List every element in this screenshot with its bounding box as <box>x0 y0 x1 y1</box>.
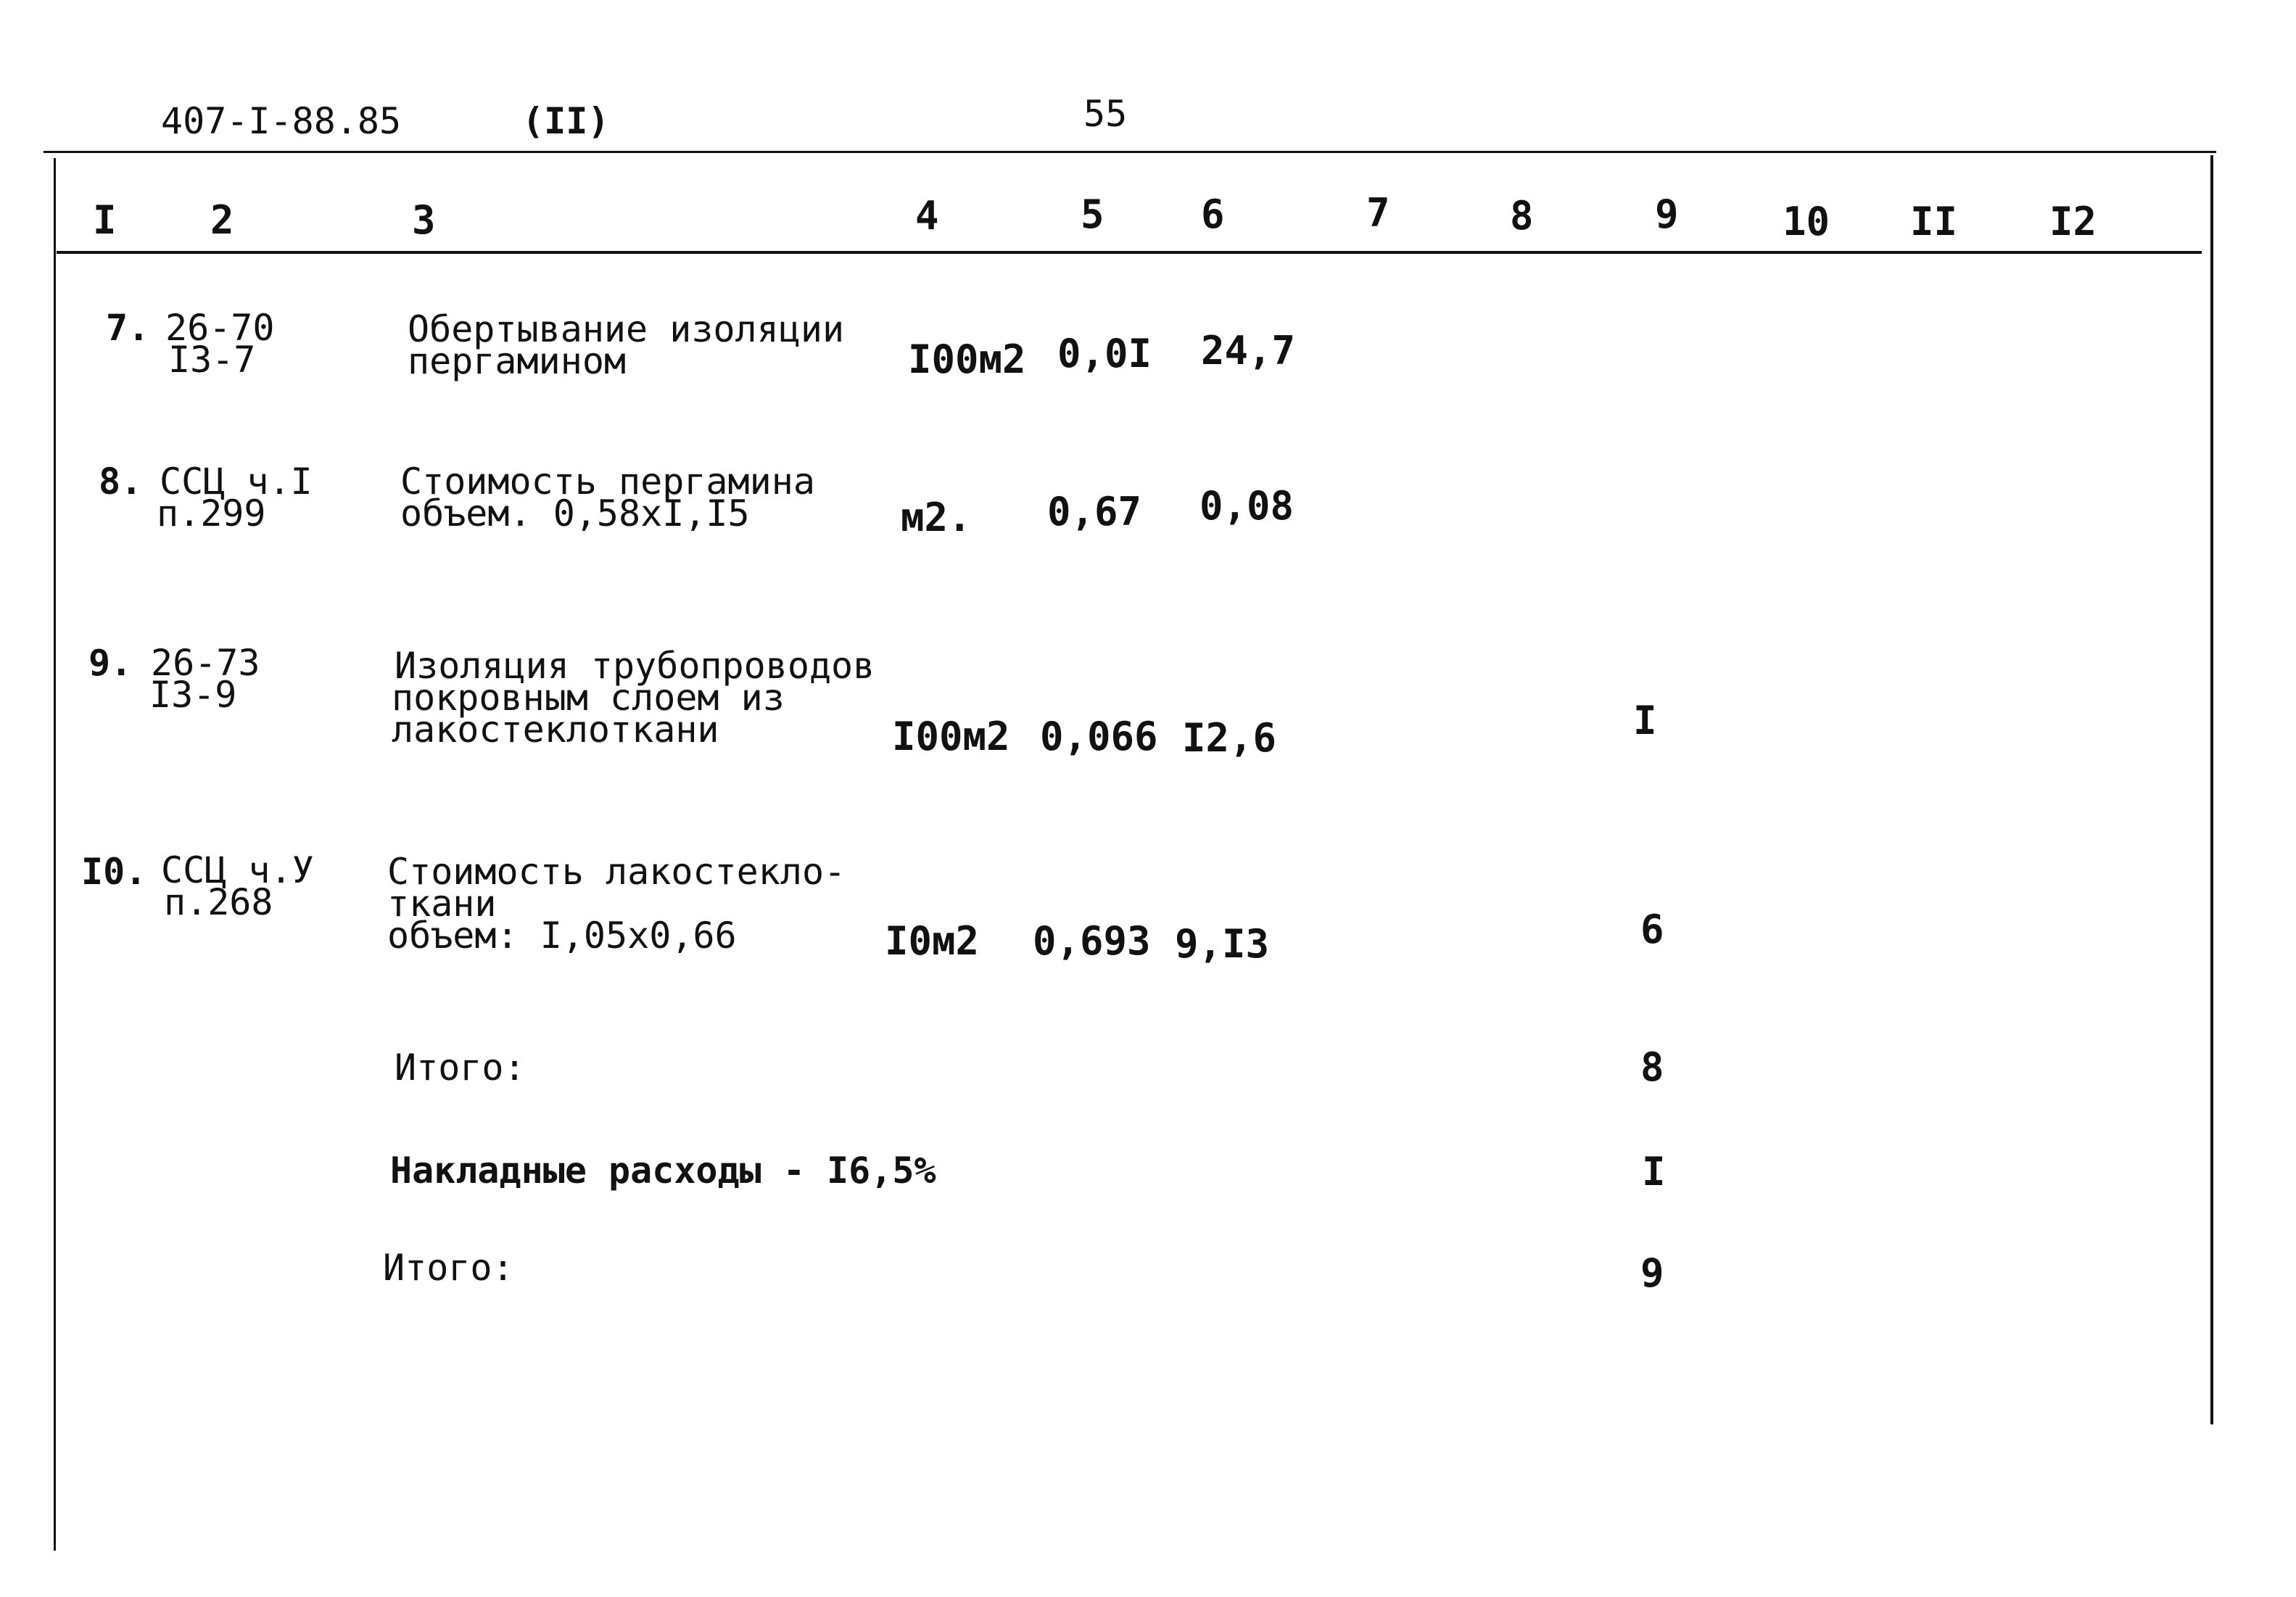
column-number-8: 8 <box>1510 193 1534 239</box>
table-row-index: 7. <box>106 307 150 349</box>
table-row-code: I3-7 <box>168 339 256 381</box>
table-row-code: I3-9 <box>149 674 237 716</box>
table-row-description: пергамином <box>408 340 627 382</box>
summary-value: I <box>1642 1149 1666 1194</box>
summary-label: Итого: <box>395 1047 526 1089</box>
column-number-11: II <box>1910 199 1958 244</box>
table-row-col9: 6 <box>1640 907 1664 952</box>
table-row-description: объем. 0,58хI,I5 <box>400 492 750 535</box>
table-row-code: 26-73 <box>151 642 260 684</box>
table-row-index: 8. <box>99 461 143 503</box>
table-row-unit: I00м2 <box>908 337 1026 382</box>
table-row-code: п.299 <box>157 492 266 535</box>
table-row-description: покровным слоем из <box>392 677 785 719</box>
table-row-description: Стоимость лакостекло- <box>387 851 846 893</box>
table-row-price: 9,I3 <box>1175 921 1270 967</box>
header-rule <box>44 151 2216 153</box>
table-left-border <box>54 158 56 1551</box>
column-number-6: 6 <box>1201 191 1225 237</box>
document-part: (II) <box>522 100 610 142</box>
document-code: 407-I-88.85 <box>161 100 402 142</box>
table-row-description: лакостеклоткани <box>392 709 719 751</box>
table-row-code: ССЦ ч.I <box>160 461 313 503</box>
table-row-price: I2,6 <box>1182 715 1277 761</box>
table-row-price: 0,08 <box>1199 483 1294 529</box>
table-row-quantity: 0,67 <box>1047 489 1142 535</box>
table-row-description: ткани <box>387 883 497 925</box>
table-row-code: ССЦ ч.У <box>161 849 314 891</box>
table-row-index: I0. <box>81 851 147 893</box>
table-row-description: Стоимость пергамина <box>400 461 815 503</box>
column-number-9: 9 <box>1655 191 1679 237</box>
table-row-code: 26-70 <box>165 307 275 349</box>
table-row-unit: м2. <box>901 495 972 540</box>
page-number: 55 <box>1083 93 1128 135</box>
table-row-col9: I <box>1633 698 1657 743</box>
table-row-quantity: 0,066 <box>1040 714 1158 759</box>
summary-label: Итого: <box>383 1247 514 1289</box>
column-number-2: 2 <box>210 197 234 243</box>
table-row-description: объем: I,05х0,66 <box>387 915 737 957</box>
table-row-description: Изоляция трубопроводов <box>395 645 875 687</box>
table-row-description: Обертывание изоляции <box>408 308 845 350</box>
column-number-5: 5 <box>1081 191 1104 237</box>
column-number-1: I <box>93 197 117 243</box>
column-number-4: 4 <box>915 193 939 239</box>
table-row-index: 9. <box>88 642 133 684</box>
summary-label: Накладные расходы - I6,5% <box>390 1150 936 1192</box>
table-row-code: п.268 <box>164 881 273 923</box>
column-number-10: 10 <box>1783 199 1830 244</box>
column-number-3: 3 <box>412 197 436 243</box>
column-number-7: 7 <box>1366 190 1390 236</box>
summary-value: 9 <box>1640 1250 1664 1296</box>
column-header-rule <box>57 251 2202 254</box>
summary-value: 8 <box>1640 1044 1664 1090</box>
column-number-12: I2 <box>2049 199 2097 244</box>
table-row-unit: I00м2 <box>892 714 1010 759</box>
table-row-price: 24,7 <box>1201 328 1296 374</box>
table-row-quantity: 0,0I <box>1057 331 1152 376</box>
table-row-unit: I0м2 <box>885 918 980 964</box>
table-row-quantity: 0,693 <box>1033 918 1151 964</box>
table-right-border <box>2210 155 2213 1424</box>
